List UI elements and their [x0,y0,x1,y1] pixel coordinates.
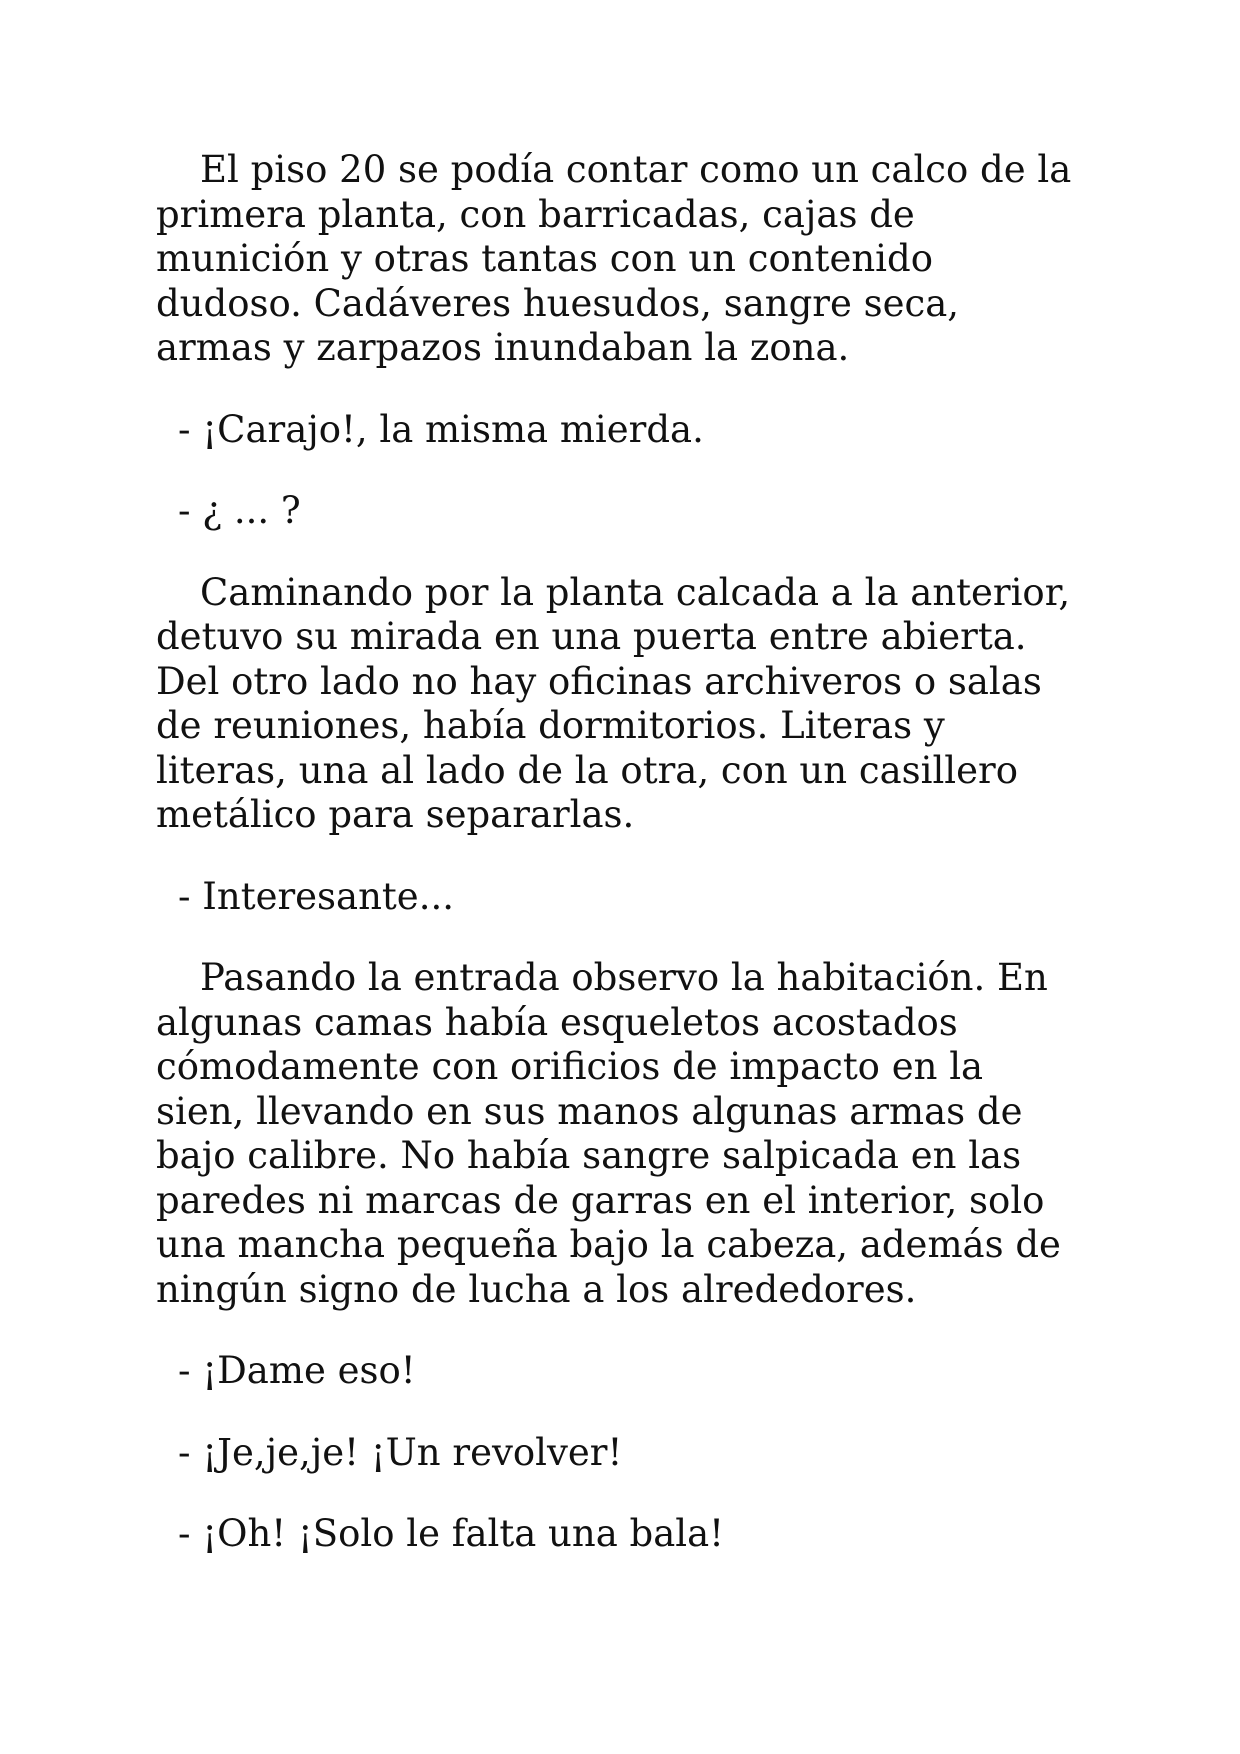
dialogue-line-1 [178,408,1078,453]
text-line: - ¿ ... ? [178,489,301,532]
text-line: ningún signo de lucha a los alrededores. [156,1267,917,1311]
text-line: Pasando la entrada observo la habitación. En [200,956,1048,999]
text-line: sien, llevando en sus manos algunas armas de [156,1089,1023,1133]
text-line: literas, una al lado de la otra, con un casillero [156,748,1018,792]
text-line: El piso 20 se podía contar como un calco de la [200,148,1072,191]
dialogue-line-4 [178,1349,1078,1394]
text-line: detuvo su mirada en una puerta entre abierta. [156,615,1027,658]
paragraph-3 [156,956,1078,1312]
text-line: algunas camas había esqueletos acostados [156,1000,958,1044]
text-column [156,148,1078,1594]
text-line: una mancha pequeña bajo la cabeza, además de [156,1223,1061,1266]
text-line: - ¡Dame eso! [178,1349,416,1392]
paragraph-2 [156,570,1078,838]
text-line: bajo calibre. No había sangre salpicada en las [156,1134,1022,1177]
text-line: - ¡Oh! ¡Solo le falta una bala! [178,1512,725,1555]
text-line: munición y otras tantas con un contenido [156,237,933,280]
dialogue-line-3 [178,875,1078,920]
text-line: de reuniones, había dormitorios. Literas y [156,704,945,747]
paragraph-1 [156,148,1078,371]
text-line: Del otro lado no hay oficinas archiveros o salas [156,659,1042,703]
dialogue-line-2 [178,489,1078,534]
text-line: - Interesante... [178,874,454,918]
text-line: paredes ni marcas de garras en el interior, solo [156,1178,1045,1222]
dialogue-line-5 [178,1431,1078,1476]
text-line: metálico para separarlas. [156,793,635,836]
dialogue-line-6 [178,1512,1078,1557]
text-line: dudoso. Cadáveres huesudos, sangre seca, [156,281,960,325]
text-line: primera planta, con barricadas, cajas de [156,192,915,236]
text-line: armas y zarpazos inundaban la zona. [156,326,850,369]
text-line: cómodamente con orificios de impacto en la [156,1045,984,1088]
text-line: - ¡Carajo!, la misma mierda. [178,407,704,451]
text-line: Caminando por la planta calcada a la anterior, [200,570,1071,614]
text-line: - ¡Je,je,je! ¡Un revolver! [178,1430,623,1474]
